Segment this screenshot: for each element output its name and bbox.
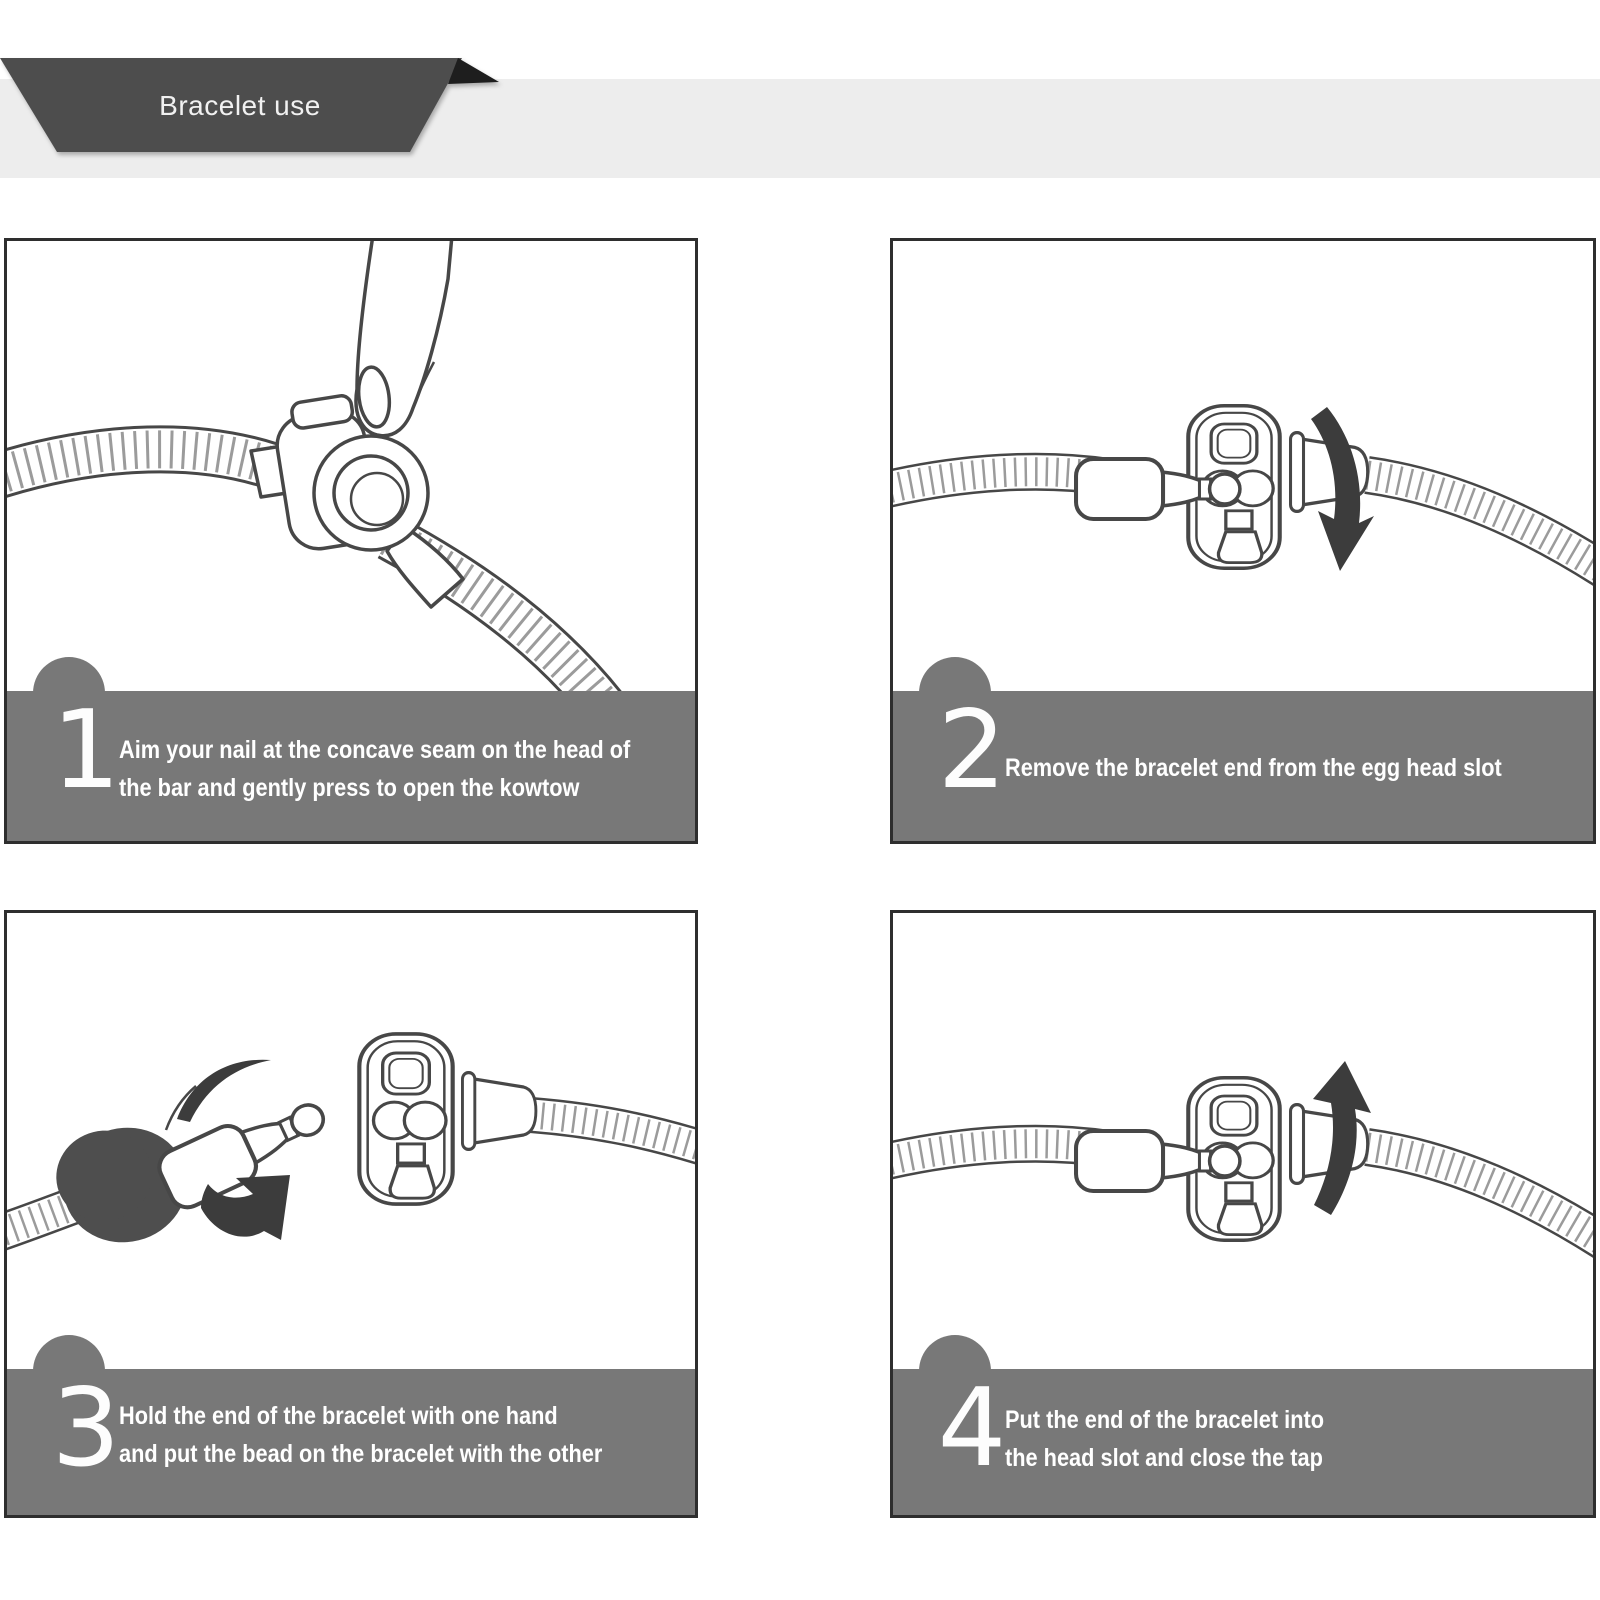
step-caption [1005,1401,1372,1477]
open-clasp-illustration [893,241,1593,693]
caption-line: and put the bead on the bracelet with the other [119,1440,603,1468]
finger-icon [355,241,452,436]
open-clasp [359,1034,452,1204]
caption-line: the head slot and close the tap [1005,1444,1323,1472]
step-number: 4 [937,1366,1007,1491]
step-panel-3 [4,910,698,1518]
step-caption [119,731,707,807]
chain-end-spool [462,1073,535,1150]
caption-line: Put the end of the bracelet into [1005,1406,1325,1434]
step-caption [1005,749,1576,787]
banner-title: Bracelet use [159,90,321,121]
step-number: 1 [51,688,121,813]
caption-line: Hold the end of the bracelet with one hand [119,1402,558,1430]
caption-band [893,1366,1593,1515]
step-panel-1 [4,238,698,844]
caption-band [7,1366,695,1515]
barrel-clasp [251,393,463,607]
step-caption [119,1397,675,1473]
step-number: 3 [51,1366,121,1491]
bracelet-end-cap [154,1086,335,1213]
step-number: 2 [937,688,1007,813]
step-panel-4 [890,910,1596,1518]
caption-band [893,688,1593,841]
caption-line: the bar and gently press to open the kowtow [119,774,580,802]
thread-bead-illustration [7,913,695,1369]
press-clasp-illustration [7,241,695,693]
caption-line: Remove the bracelet end from the egg head slot [1005,754,1502,782]
step-panel-2 [890,238,1596,844]
caption-band [7,688,695,841]
caption-line: Aim your nail at the concave seam on the head of [119,736,631,764]
close-clasp-illustration [893,913,1593,1369]
banner-ribbon [0,0,520,170]
